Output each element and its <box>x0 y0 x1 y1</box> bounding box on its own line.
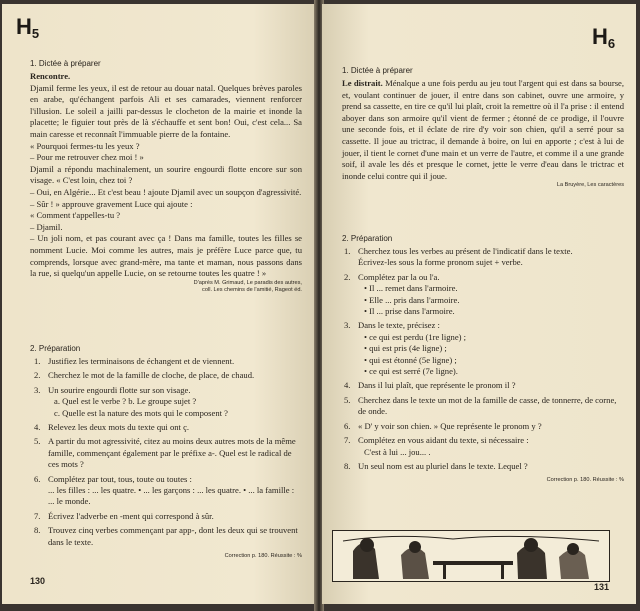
exercise-item: 8. Trouvez cinq verbes commençant par app-, dont les deux qui se trouvent dans le texte. <box>34 525 298 547</box>
exercise-item: 1. Cherchez tous les verbes au présent de l'indicatif dans le texte. Écrivez-les sous la forme pronom sujet + verbe. <box>344 246 573 268</box>
paragraph: Djamil ferme les yeux, il est de retour au douar natal. Quelques brèves paroles en arabe, qu'échangent parfois Ali et ses camarades, viennent renforcer l'illusion. Le soleil a jailli par-dessus le clocheton de la mairie et inonde la placette; le figuier tout près de là s'échauffe et sent bon! Oui, c'est cela... Sa main caresse et reconnaît l'immuable pierre de la fontaine. <box>30 82 302 139</box>
correction-note: Correction p. 180. Réussite : % <box>546 477 624 484</box>
paragraph: Djamil a répondu machinalement, un sourire engourdi flotte encore sur son visage. « C'est loin, chez toi ? <box>30 163 302 186</box>
exercise-item: 6. Complétez par tout, tous, toute ou toutes : ... les filles : ... les quatre. • ... les garçons : ... les quatre. • ... la famille : ... le monde. <box>34 473 295 507</box>
dictee-heading: 1. Dictée à préparer <box>342 66 413 75</box>
source-line: D'après M. Grimaud, Le paradis des autres, <box>193 279 302 286</box>
paragraph: – Djamil. <box>30 221 63 232</box>
source-citation <box>30 280 302 294</box>
exercise-item: 5. Cherchez dans le texte un mot de la famille de casse, de tonnerre, de corne, de onde. <box>344 394 617 417</box>
exercise-item: 2. Cherchez le mot de la famille de cloche, de place, de chaud. <box>34 370 255 381</box>
exercise-item: 7. Complétez en vous aidant du texte, si nécessaire : C'est à lui ... jou... . <box>344 435 529 457</box>
chapter-label: H6 <box>592 24 616 51</box>
source-line: coll. Les chemins de l'amitié, Rageot éd. <box>202 286 302 293</box>
exercise-item: 5. A partir du mot agressivité, citez au moins deux autres mots de la même famille, commençant également par le préfixe a-. Quel est le radical de ces mots ? <box>34 436 296 470</box>
paragraph: – Un joli nom, et pas courant avec ça ! Dans ma famille, toutes les filles se nomment Lucie. Moi comme les autres, mais je préfère Luce parce que, tu comprends, lorsque avec grand-mère, ma tante et maman, nous passons dans la rue, si quelqu'un appelle Lucie, on se retourne toutes les quatre ! » <box>30 233 302 279</box>
exercise-item: 6. « D' y voir son chien. » Que représente le pronom y ? <box>344 420 542 431</box>
paragraph: – Pour me retrouver chez moi ! » <box>30 152 144 163</box>
exercise-list <box>34 356 302 563</box>
exercise-list <box>344 246 624 487</box>
exercise-item: 2. Complétez par la ou l'a. • Il ... remet dans l'armoire. • Elle ... pris dans l'armoire. • Il ... prise dans l'armoire. <box>344 271 460 317</box>
preparation-heading: 2. Préparation <box>30 344 81 353</box>
right-page <box>322 4 636 604</box>
exercise-item: 4. Relevez les deux mots du texte qui ont ç. <box>34 422 190 433</box>
page-number: 131 <box>594 582 610 592</box>
paragraph: – Oui, en Algérie... Et c'est beau ! ajoute Djamil avec un soupçon d'agressivité. <box>30 186 302 197</box>
page-number: 130 <box>30 576 46 586</box>
text-title: Rencontre. <box>30 71 71 81</box>
paragraph: Ménalque a une fois perdu au jeu tout l'argent qui est dans sa bourse, et, voulant continuer de jouer, il entre dans son cabinet, ouvre une armoire, y prend sa cassette, en tire ce qu'il lui plaît, croit la remettre où il l'a prise : il entend aboyer dans son armoire qu'il vient de fermer ; étonné de ce prodige, il l'ouvre une seconde fois, et il éclate de rire d'y voir son chien, qu'il a serré pour sa cassette. Il joue au trictrac, il demande à boire, on lui en apporte ; c'est à lui de jouer, il tient le cornet d'une main et un verre de l'autre, et comme il a une grande soif, il avale les dés et presque le cornet, jette le verre d'eau dans le trictrac et inonde celui contre qui il joue. <box>342 78 625 181</box>
dictee-text <box>30 71 302 294</box>
paragraph: « Pourquoi fermes-tu les yeux ? <box>30 140 140 151</box>
dictee-text <box>342 78 624 189</box>
dictee-heading: 1. Dictée à préparer <box>30 59 101 68</box>
paragraph: « Comment t'appelles-tu ? <box>30 210 121 221</box>
card-game-illustration-image <box>333 531 609 581</box>
exercise-item: 8. Un seul nom est au pluriel dans le texte. Lequel ? <box>344 460 528 471</box>
exercise-item: 3. Dans le texte, précisez : • ce qui est perdu (1re ligne) ; • qui est pris (4e ligne) ; • qui est étonné (5e ligne) ; • ce qui est serré (7e ligne). <box>344 320 467 377</box>
source-citation: La Bruyère, Les caractères <box>556 182 624 189</box>
text-title: Le distrait. <box>342 78 383 88</box>
exercise-item: 1. Justifiez les terminaisons de échangent et de viennent. <box>34 356 235 366</box>
exercise-item: 4. Dans il lui plaît, que représente le pronom il ? <box>344 380 516 391</box>
illustration-card-players <box>332 530 610 582</box>
chapter-label: H5 <box>16 14 40 41</box>
paragraph: – Sûr ! » approuve gravement Luce qui ajoute : <box>30 198 193 209</box>
preparation-heading: 2. Préparation <box>342 234 393 243</box>
correction-note: Correction p. 180. Réussite : % <box>224 553 302 560</box>
exercise-item: 7. Écrivez l'adverbe en -ment qui correspond à sûr. <box>34 510 214 521</box>
exercise-item: 3. Un sourire engourdi flotte sur son visage. a. Quel est le verbe ? b. Le groupe sujet ? c. Quelle est la nature des mots qui le composent ? <box>34 384 228 418</box>
left-page <box>2 4 316 604</box>
